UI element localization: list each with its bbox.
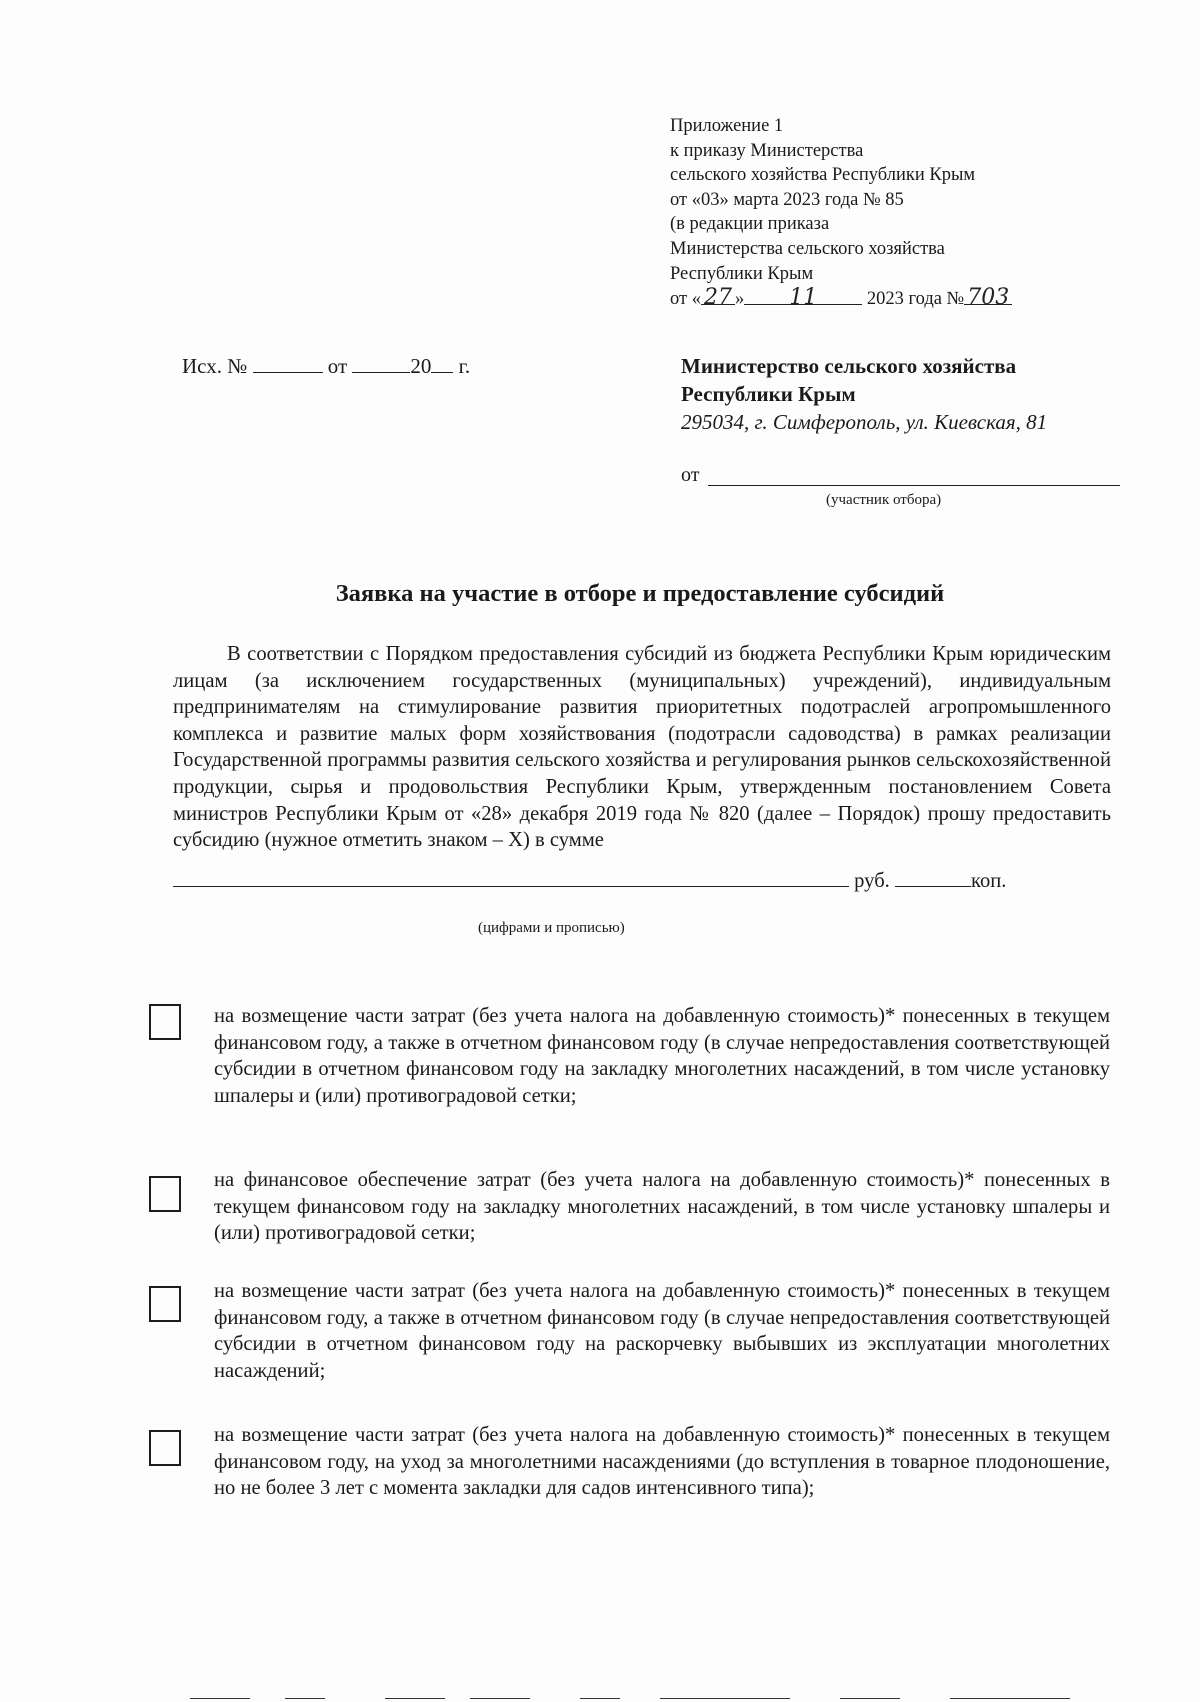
annex-line: Приложение 1 — [670, 116, 784, 136]
intro-paragraph: В соответствии с Порядком предоставления субсидий из бюджета Республики Крым юридическим лицам (за исключением государственных (муниципальных) учреждений), индивидуальным предпринимателям на стимулирование развития приоритетных подотраслей агропромышленного комплекса и развитие малых форм хозяйствования (подотрасли садоводства) в рамках реализации Государственной программы развития сельского хозяйства и регулирования рынков сельскохозяйственной продукции, сырья и продовольствия Республики Крым, утвержденным постановлением Совета министров Республики Крым от «28» декабря 2019 года № 820 (далее – Порядок) прошу предоставить субсидию (нужное отметить знаком – Х) в сумме — [173, 643, 1111, 852]
rub-label: руб. — [854, 870, 890, 892]
amount-field[interactable] — [173, 866, 849, 887]
amount-line — [173, 866, 1111, 893]
option-text-1: на возмещение части затрат (без учета налога на добавленную стоимость)* понесенных в текущем финансовом году, а также в отчетном финансовом году (в случае непредоставления соответствующей субсидии в отчетном финансовом году на закладку многолетних насаждений, в том числе установку шпалеры и (или) противоградовой сетки; — [214, 1005, 1110, 1107]
annex-date-day: 27 — [701, 286, 735, 305]
footer-dash — [950, 1698, 1070, 1699]
annex-line: от «03» марта 2023 года № 85 — [670, 189, 904, 210]
footer-dash — [660, 1698, 790, 1699]
option-text-3: на возмещение части затрат (без учета налога на добавленную стоимость)* понесенных в текущем финансовом году, а также в отчетном финансовом году (в случае непредоставления соответствующей субсидии в отчетном финансовом году на раскорчевку выбывших из эксплуатации многолетних насаждений; — [214, 1280, 1110, 1382]
sender-field[interactable] — [708, 485, 1120, 486]
addressee-name-line2: Республики Крым — [681, 382, 856, 406]
option-checkbox-4[interactable] — [149, 1430, 181, 1466]
annex-order-number: 703 — [964, 286, 1012, 305]
footer-dash — [385, 1698, 445, 1699]
footer-dash — [470, 1698, 530, 1699]
addressee-address: 295034, г. Симферополь, ул. Киевская, 81 — [681, 410, 1048, 434]
addressee-block — [681, 352, 1047, 436]
annex-line: (в редакции приказа — [670, 214, 830, 235]
option-checkbox-1[interactable] — [149, 1004, 181, 1040]
footer-dash — [285, 1698, 325, 1699]
footer-dash — [580, 1698, 620, 1699]
outgoing-date-field[interactable] — [352, 354, 410, 373]
outgoing-year-label: 20 — [410, 354, 432, 378]
annex-line: Республики Крым — [670, 263, 814, 284]
document-title: Заявка на участие в отборе и предоставление субсидий — [335, 580, 945, 607]
amount-caption: (цифрами и прописью) — [478, 920, 625, 936]
option-text-2: на финансовое обеспечение затрат (без учета налога на добавленную стоимость)* понесенных в текущем финансовом году на закладку многолетних насаждений, в том числе установку шпалеры и (или) противоградовой сетки; — [214, 1169, 1110, 1245]
option-text-4: на возмещение части затрат (без учета налога на добавленную стоимость)* понесенных в текущем финансовом году, на уход за многолетними насаждениями (до вступления в товарное плодоношение, но не более 3 лет с момента закладки для садов интенсивного типа); — [214, 1424, 1110, 1500]
option-checkbox-3[interactable] — [149, 1286, 181, 1322]
sender-caption: (участник отбора) — [826, 492, 942, 508]
annex-line: сельского хозяйства Республики Крым — [670, 165, 976, 186]
outgoing-reference — [182, 354, 470, 379]
outgoing-number-label: Исх. № — [182, 354, 248, 378]
outgoing-year-suffix: г. — [458, 354, 471, 378]
outgoing-year-field[interactable] — [431, 354, 453, 373]
annex-line: Министерства сельского хозяйства — [670, 238, 945, 259]
outgoing-from-label: от — [327, 354, 348, 378]
footer-dash — [840, 1698, 900, 1699]
annex-date-month: 11 — [744, 286, 862, 305]
footer-dash — [190, 1698, 250, 1699]
option-checkbox-2[interactable] — [149, 1176, 181, 1212]
outgoing-number-field[interactable] — [253, 354, 323, 373]
annex-line: к приказу Министерства — [670, 140, 864, 161]
sender-from-label: от — [681, 464, 700, 486]
annex-date-prefix: от « — [670, 289, 701, 310]
annex-date-year: 2023 года № — [866, 289, 965, 310]
kop-label: коп. — [971, 870, 1007, 892]
annex-date-line — [670, 286, 1012, 312]
kop-field[interactable] — [895, 866, 971, 887]
annex-block — [670, 114, 1012, 312]
addressee-name: Министерство сельского хозяйства — [681, 354, 1017, 378]
annex-date-mid: » — [734, 289, 745, 310]
